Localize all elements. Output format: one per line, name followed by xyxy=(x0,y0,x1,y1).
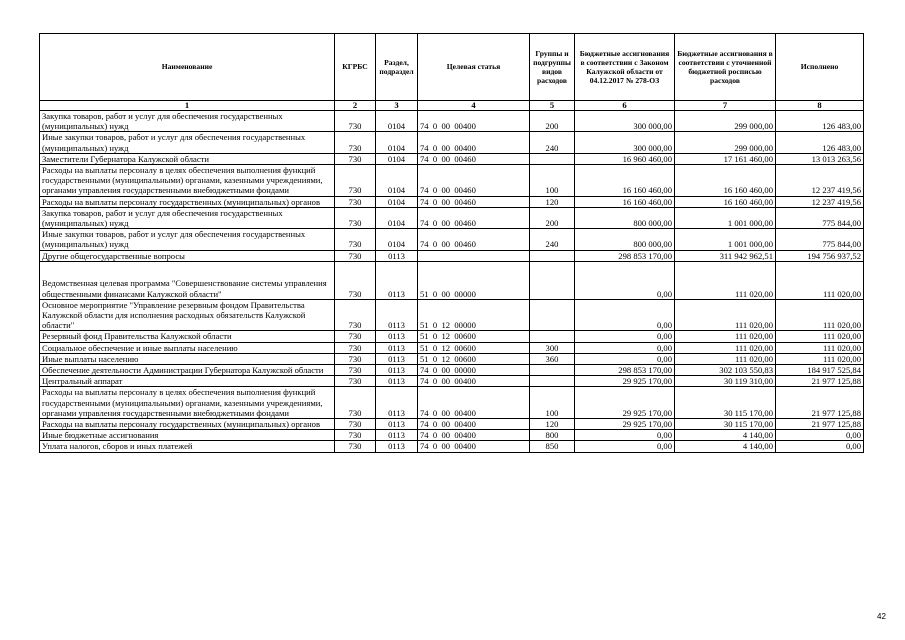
row-refined-amount: 299 000,00 xyxy=(675,132,776,153)
row-kgrbs: 730 xyxy=(335,419,376,430)
row-group: 800 xyxy=(530,430,575,441)
table-row xyxy=(40,132,864,153)
row-target: 74 0 00 00400 xyxy=(418,111,530,132)
row-target: 74 0 00 00460 xyxy=(418,196,530,207)
row-target: 74 0 00 00400 xyxy=(418,376,530,387)
row-target: 74 0 00 00460 xyxy=(418,165,530,197)
row-target: 74 0 00 00460 xyxy=(418,229,530,250)
row-section: 0113 xyxy=(376,299,418,331)
row-section: 0113 xyxy=(376,387,418,419)
row-group xyxy=(530,261,575,299)
row-group: 200 xyxy=(530,111,575,132)
row-kgrbs: 730 xyxy=(335,165,376,197)
row-group: 300 xyxy=(530,342,575,353)
row-law-amount: 16 960 460,00 xyxy=(575,153,675,164)
row-executed-amount: 12 237 419,56 xyxy=(776,165,864,197)
row-section: 0113 xyxy=(376,419,418,430)
page-number: 42 xyxy=(877,612,886,621)
row-executed-amount: 111 020,00 xyxy=(776,353,864,364)
row-refined-amount: 1 001 000,00 xyxy=(675,207,776,228)
row-name: Основное мероприятие "Управление резервным фондом Правительства Калужской области для исполнения расходных обязательств Калужской области" xyxy=(40,299,335,331)
row-target: 74 0 00 00460 xyxy=(418,153,530,164)
row-law-amount: 0,00 xyxy=(575,353,675,364)
col-groups-header: Группы и подгруппы видов расходов xyxy=(530,34,575,101)
row-target: 51 0 12 00600 xyxy=(418,353,530,364)
row-executed-amount: 126 483,00 xyxy=(776,132,864,153)
row-section: 0104 xyxy=(376,165,418,197)
row-group: 100 xyxy=(530,387,575,419)
table-row xyxy=(40,419,864,430)
row-name: Социальное обеспечение и иные выплаты населению xyxy=(40,342,335,353)
row-name: Другие общегосударственные вопросы xyxy=(40,250,335,261)
row-kgrbs: 730 xyxy=(335,365,376,376)
row-executed-amount: 21 977 125,88 xyxy=(776,387,864,419)
row-executed-amount: 126 483,00 xyxy=(776,111,864,132)
table-row xyxy=(40,207,864,228)
row-section: 0113 xyxy=(376,376,418,387)
row-name: Уплата налогов, сборов и иных платежей xyxy=(40,441,335,452)
row-section: 0104 xyxy=(376,196,418,207)
row-group: 200 xyxy=(530,207,575,228)
table-row xyxy=(40,299,864,331)
header-row xyxy=(40,34,864,101)
row-law-amount: 298 853 170,00 xyxy=(575,250,675,261)
row-refined-amount: 111 020,00 xyxy=(675,331,776,342)
row-section: 0104 xyxy=(376,207,418,228)
row-refined-amount: 4 140,00 xyxy=(675,430,776,441)
row-law-amount: 29 925 170,00 xyxy=(575,387,675,419)
row-kgrbs: 730 xyxy=(335,250,376,261)
row-target: 74 0 00 00000 xyxy=(418,365,530,376)
budget-table xyxy=(39,33,864,453)
table-row xyxy=(40,153,864,164)
row-executed-amount: 0,00 xyxy=(776,441,864,452)
row-target: 74 0 00 00400 xyxy=(418,419,530,430)
row-target: 74 0 00 00400 xyxy=(418,387,530,419)
row-kgrbs: 730 xyxy=(335,261,376,299)
table-row xyxy=(40,261,864,299)
row-target xyxy=(418,250,530,261)
row-section: 0104 xyxy=(376,111,418,132)
row-executed-amount: 111 020,00 xyxy=(776,331,864,342)
row-target: 51 0 12 00600 xyxy=(418,331,530,342)
row-law-amount: 0,00 xyxy=(575,342,675,353)
row-executed-amount: 111 020,00 xyxy=(776,342,864,353)
row-group: 120 xyxy=(530,419,575,430)
row-law-amount: 29 925 170,00 xyxy=(575,419,675,430)
row-law-amount: 0,00 xyxy=(575,430,675,441)
row-group: 240 xyxy=(530,132,575,153)
row-name: Расходы на выплаты персоналу государственных (муниципальных) органов xyxy=(40,419,335,430)
row-law-amount: 0,00 xyxy=(575,261,675,299)
col-name-header: Наименование xyxy=(40,34,335,101)
row-target: 51 0 00 00000 xyxy=(418,261,530,299)
row-kgrbs: 730 xyxy=(335,342,376,353)
row-executed-amount: 111 020,00 xyxy=(776,261,864,299)
row-name: Закупка товаров, работ и услуг для обеспечения государственных (муниципальных) нужд xyxy=(40,111,335,132)
col-refined-header: Бюджетные ассигнования в соответствии с уточненной бюджетной росписью расходов xyxy=(675,34,776,101)
row-group xyxy=(530,153,575,164)
row-executed-amount: 21 977 125,88 xyxy=(776,376,864,387)
row-refined-amount: 299 000,00 xyxy=(675,111,776,132)
column-number: 8 xyxy=(776,101,864,111)
row-section: 0113 xyxy=(376,261,418,299)
col-kgrbs-header: КГРБС xyxy=(335,34,376,101)
col-executed-header: Исполнено xyxy=(776,34,864,101)
table-row xyxy=(40,342,864,353)
row-name: Центральный аппарат xyxy=(40,376,335,387)
row-target: 74 0 00 00460 xyxy=(418,207,530,228)
row-executed-amount: 775 844,00 xyxy=(776,207,864,228)
row-kgrbs: 730 xyxy=(335,299,376,331)
row-name: Заместители Губернатора Калужской области xyxy=(40,153,335,164)
row-group: 100 xyxy=(530,165,575,197)
row-section: 0113 xyxy=(376,342,418,353)
table-row xyxy=(40,229,864,250)
row-group: 850 xyxy=(530,441,575,452)
row-refined-amount: 16 160 460,00 xyxy=(675,165,776,197)
row-group xyxy=(530,365,575,376)
row-section: 0113 xyxy=(376,353,418,364)
row-law-amount: 16 160 460,00 xyxy=(575,196,675,207)
row-group: 240 xyxy=(530,229,575,250)
row-refined-amount: 30 115 170,00 xyxy=(675,387,776,419)
column-number: 6 xyxy=(575,101,675,111)
row-target: 51 0 12 00000 xyxy=(418,299,530,331)
row-group xyxy=(530,331,575,342)
row-refined-amount: 111 020,00 xyxy=(675,261,776,299)
table-row xyxy=(40,365,864,376)
col-law-header: Бюджетные ассигнования в соответствии с Законом Калужской области от 04.12.2017 № 278-ОЗ xyxy=(575,34,675,101)
table-row xyxy=(40,387,864,419)
column-number: 5 xyxy=(530,101,575,111)
row-refined-amount: 311 942 962,51 xyxy=(675,250,776,261)
row-name: Расходы на выплаты персоналу в целях обеспечения выполнения функций государственными (муниципальными) органами, казенными учреждениями, органами управления государственными внебюджетными фондами xyxy=(40,387,335,419)
row-name: Обеспечение деятельности Администрации Губернатора Калужской области xyxy=(40,365,335,376)
row-executed-amount: 194 756 937,52 xyxy=(776,250,864,261)
column-number: 2 xyxy=(335,101,376,111)
row-section: 0113 xyxy=(376,250,418,261)
row-executed-amount: 0,00 xyxy=(776,430,864,441)
row-law-amount: 300 000,00 xyxy=(575,111,675,132)
row-section: 0104 xyxy=(376,153,418,164)
row-group xyxy=(530,250,575,261)
col-target-header: Целевая статья xyxy=(418,34,530,101)
table-row xyxy=(40,376,864,387)
row-kgrbs: 730 xyxy=(335,153,376,164)
row-refined-amount: 302 103 550,83 xyxy=(675,365,776,376)
row-group xyxy=(530,376,575,387)
row-executed-amount: 775 844,00 xyxy=(776,229,864,250)
row-target: 74 0 00 00400 xyxy=(418,441,530,452)
row-law-amount: 800 000,00 xyxy=(575,207,675,228)
row-kgrbs: 730 xyxy=(335,207,376,228)
row-kgrbs: 730 xyxy=(335,331,376,342)
row-kgrbs: 730 xyxy=(335,441,376,452)
row-executed-amount: 13 013 263,56 xyxy=(776,153,864,164)
row-kgrbs: 730 xyxy=(335,430,376,441)
table-row xyxy=(40,250,864,261)
row-kgrbs: 730 xyxy=(335,376,376,387)
table-row xyxy=(40,165,864,197)
column-number-row xyxy=(40,101,864,111)
row-executed-amount: 111 020,00 xyxy=(776,299,864,331)
row-executed-amount: 21 977 125,88 xyxy=(776,419,864,430)
row-name: Иные закупки товаров, работ и услуг для обеспечения государственных (муниципальных) нужд xyxy=(40,229,335,250)
row-refined-amount: 30 115 170,00 xyxy=(675,419,776,430)
row-refined-amount: 111 020,00 xyxy=(675,342,776,353)
row-law-amount: 0,00 xyxy=(575,299,675,331)
row-law-amount: 0,00 xyxy=(575,331,675,342)
row-law-amount: 298 853 170,00 xyxy=(575,365,675,376)
row-target: 51 0 12 00600 xyxy=(418,342,530,353)
table-row xyxy=(40,111,864,132)
table-row xyxy=(40,430,864,441)
table-row xyxy=(40,331,864,342)
column-number: 1 xyxy=(40,101,335,111)
table-row xyxy=(40,353,864,364)
row-section: 0104 xyxy=(376,229,418,250)
row-kgrbs: 730 xyxy=(335,387,376,419)
row-name: Ведомственная целевая программа "Совершенствование системы управления общественными финансами Калужской области" xyxy=(40,261,335,299)
row-kgrbs: 730 xyxy=(335,132,376,153)
row-target: 74 0 00 00400 xyxy=(418,132,530,153)
row-refined-amount: 17 161 460,00 xyxy=(675,153,776,164)
row-section: 0113 xyxy=(376,365,418,376)
row-group xyxy=(530,299,575,331)
row-name: Расходы на выплаты персоналу государственных (муниципальных) органов xyxy=(40,196,335,207)
row-law-amount: 800 000,00 xyxy=(575,229,675,250)
row-kgrbs: 730 xyxy=(335,229,376,250)
row-kgrbs: 730 xyxy=(335,353,376,364)
row-name: Иные закупки товаров, работ и услуг для обеспечения государственных (муниципальных) нужд xyxy=(40,132,335,153)
row-section: 0104 xyxy=(376,132,418,153)
row-section: 0113 xyxy=(376,331,418,342)
row-name: Иные выплаты населению xyxy=(40,353,335,364)
row-target: 74 0 00 00400 xyxy=(418,430,530,441)
row-executed-amount: 184 917 525,84 xyxy=(776,365,864,376)
row-kgrbs: 730 xyxy=(335,111,376,132)
row-name: Расходы на выплаты персоналу в целях обеспечения выполнения функций государственными (муниципальными) органами, казенными учреждениями, органами управления государственными внебюджетными фондами xyxy=(40,165,335,197)
row-law-amount: 29 925 170,00 xyxy=(575,376,675,387)
row-law-amount: 300 000,00 xyxy=(575,132,675,153)
row-section: 0113 xyxy=(376,441,418,452)
col-section-header: Раздел, подраздел xyxy=(376,34,418,101)
row-law-amount: 16 160 460,00 xyxy=(575,165,675,197)
table-row xyxy=(40,441,864,452)
row-refined-amount: 4 140,00 xyxy=(675,441,776,452)
row-section: 0113 xyxy=(376,430,418,441)
row-refined-amount: 30 119 310,00 xyxy=(675,376,776,387)
column-number: 7 xyxy=(675,101,776,111)
row-name: Иные бюджетные ассигнования xyxy=(40,430,335,441)
column-number: 3 xyxy=(376,101,418,111)
row-name: Закупка товаров, работ и услуг для обеспечения государственных (муниципальных) нужд xyxy=(40,207,335,228)
table-row xyxy=(40,196,864,207)
column-number: 4 xyxy=(418,101,530,111)
row-refined-amount: 1 001 000,00 xyxy=(675,229,776,250)
row-kgrbs: 730 xyxy=(335,196,376,207)
row-executed-amount: 12 237 419,56 xyxy=(776,196,864,207)
row-group: 360 xyxy=(530,353,575,364)
row-refined-amount: 16 160 460,00 xyxy=(675,196,776,207)
row-law-amount: 0,00 xyxy=(575,441,675,452)
row-name: Резервный фонд Правительства Калужской области xyxy=(40,331,335,342)
row-group: 120 xyxy=(530,196,575,207)
row-refined-amount: 111 020,00 xyxy=(675,299,776,331)
row-refined-amount: 111 020,00 xyxy=(675,353,776,364)
